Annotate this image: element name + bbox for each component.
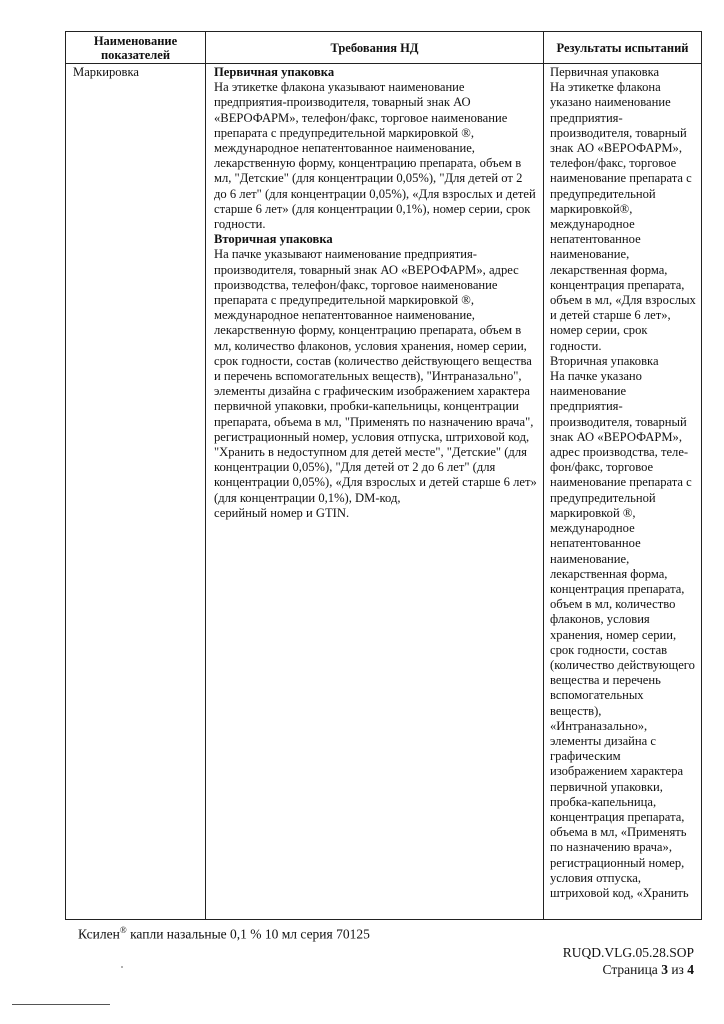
res-secondary-title: Вторичная упаковка (550, 353, 659, 368)
page-number (563, 961, 694, 978)
requirements-cell (206, 64, 544, 920)
requirements-table (65, 31, 702, 920)
table-row (66, 64, 702, 920)
res-primary-text: На этикетке флакона указано наименование предприятия-производителя, товарный знак АО «ВЕРОФАРМ», телефон/факс, торговое наименование препарата с предупредительной маркировкой®, международное непатентованное наименование, лекарственная форма, концентрация препарата, объем в мл, «Для взрослых и детей старше 6 лет», номер серии, срок годности. (550, 80, 696, 353)
res-secondary-text: На пачке указано наименование предприятия-производителя, товарный знак АО «ВЕРОФАРМ», адрес производства, теле-фон/факс, торговое наименование препарата с предупредительной маркировкой ®, международное непатентованное наименование, лекарственная форма, концентрация препарата, объем в мл, количество флаконов, условия хранения, номер серии, срок годности, состав (количество действующего вещества и перечень вспомогательных веществ), «Интраназально», элементы дизайна с графическим изображением характера первичной упаковки, пробка-капельница, концентрация препарата, объема в мл, «Применять по назначению врача», регистрационный номер, условия отпуска, штриховой код, «Хранить (550, 369, 695, 900)
req-primary-title: Первичная упаковка (214, 65, 335, 79)
indicator-name: Маркировка (73, 65, 140, 79)
req-secondary-title: Вторичная упаковка (214, 232, 333, 247)
indicator-cell (66, 64, 206, 920)
product-line (78, 925, 370, 943)
document-code: RUQD.VLG.05.28.SOP (562, 945, 694, 960)
req-secondary-text: На пачке указывают наименование предприятия-производителя, товарный знак АО «ВЕРОФАРМ», адрес производства, телефон/факс, торговое наименование препарата с предупредительной маркировкой ®, международное непатентованное наименование, лекарственную форму, концентрацию препарата, объем в мл, количество флаконов, условия хранения, номер серии, срок годности, состав (количество действующего вещества и перечень вспомогательных веществ), "Интраназально", элементы дизайна с графическим изображением характера первичной упаковки, пробки-капельницы, концентрации препарата, объема в мл, "Применять по назначению врача", регистрационный номер, условия отпуска, штриховой код, "Хранить в недоступном для детей месте", "Детские" (для концентрации 0,05%), "Для детей от 2 до 6 лет" (для концентрации 0,05%), «Для взрослых и детей старше 6 лет» (для концентрации 0,1%), DM-код, (214, 247, 537, 505)
scan-speck (121, 966, 123, 968)
req-primary-text: На этикетке флакона указывают наименование предприятия-производителя, товарный знак АО «ВЕРОФАРМ», телефон/факс, торговое наименование препарата с предупредительной маркировкой ®, международное непатентованное наименование, лекарственную форму, концентрацию препарата, объем в мл, "Детские" (для концентрации 0,05%), "Для детей от 2 до 6 лет" (для концентрации 0,05%), «Для взрослых и детей старше 6 лет» (для концентрации 0,1%), номер серии, срок годности. (214, 80, 536, 232)
results-cell (544, 64, 702, 920)
header-indicators: Наименование показателей (66, 32, 206, 64)
table-header-row (66, 32, 702, 64)
page-current: 3 (661, 962, 668, 977)
product-description: капли назальные 0,1 % 10 мл серия 70125 (126, 926, 370, 942)
page-total: 4 (687, 962, 694, 977)
bottom-rule (12, 1004, 110, 1005)
header-requirements: Требования НД (206, 32, 544, 64)
document-footer (563, 944, 694, 978)
page-prefix: Страница (602, 962, 662, 977)
res-primary-title: Первичная упаковка (550, 65, 660, 79)
req-secondary-tail: серийный номер и GTIN. (214, 505, 350, 520)
page-separator: из (667, 962, 688, 977)
product-name: Ксилен (78, 926, 120, 942)
registered-mark: ® (119, 925, 127, 935)
header-results: Результаты испытаний (544, 32, 702, 64)
